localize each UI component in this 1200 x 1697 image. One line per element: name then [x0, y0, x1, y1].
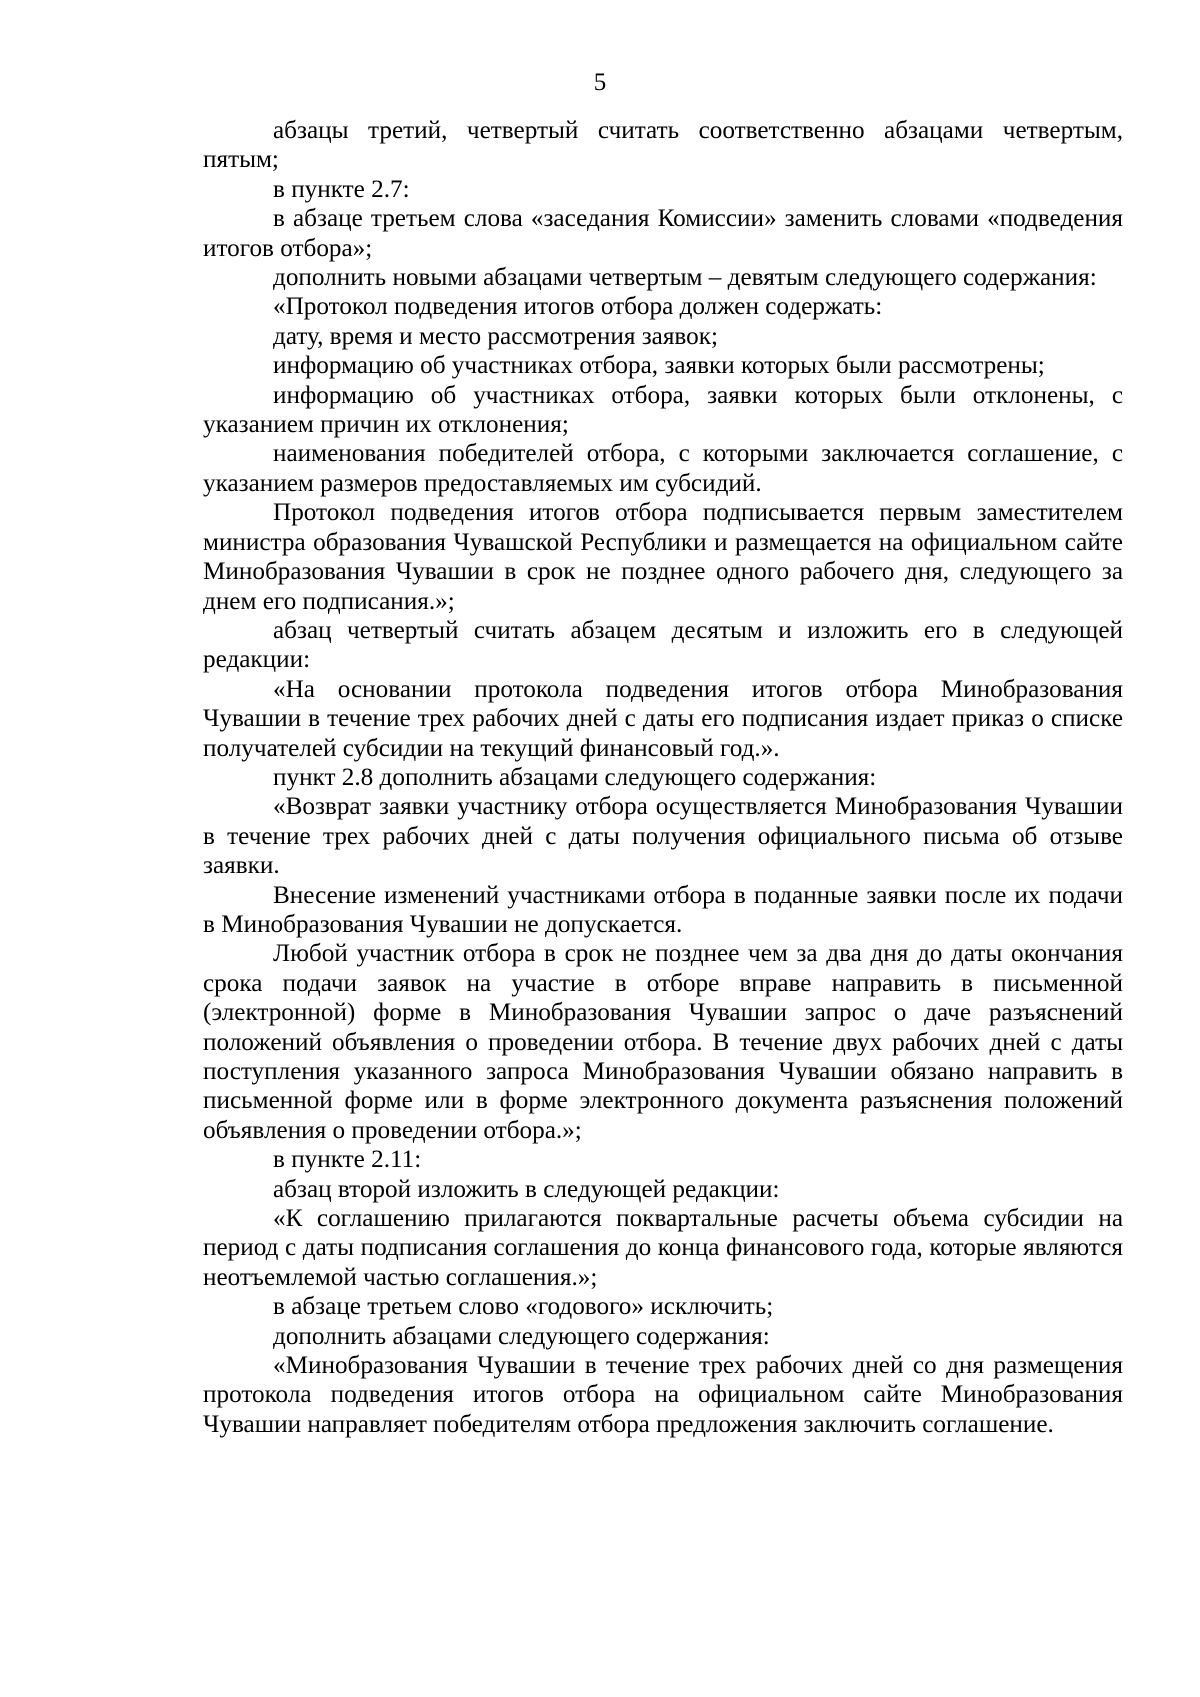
- paragraph: дополнить абзацами следующего содержания:: [273, 1322, 770, 1350]
- paragraph: информацию об участниках отбора, заявки которых были отклонены, с указанием причин их отклонения;: [203, 381, 1123, 439]
- paragraph: абзацы третий, четвертый считать соответственно абзацами четвертым, пятым;: [203, 117, 1123, 174]
- paragraph: абзац четвертый считать абзацем десятым и изложить его в следующей редакции:: [203, 616, 1123, 674]
- paragraph: Любой участник отбора в срок не позднее чем за два дня до даты окончания срока подачи заявок на участие в отборе вправе направить в письменной (электронной) форме в Минобразования Чувашии запрос о даче разъяснений положений объявления о проведении отбора. В течение двух рабочих дней с даты поступления указанного запроса Минобразования Чувашии обязано направить в письменной форме или в форме электронного документа разъяснения положений объявления о проведении отбора.»;: [203, 940, 1123, 1144]
- paragraph: «На основании протокола подведения итогов отбора Минобразования Чувашии в течение трех рабочих дней с даты его подписания издает приказ о списке получателей субсидии на текущий финансовый год.».: [203, 675, 1123, 762]
- paragraph: пункт 2.8 дополнить абзацами следующего содержания:: [273, 763, 877, 791]
- document-body: [203, 116, 1123, 1439]
- paragraph: Протокол подведения итогов отбора подписывается первым заместителем министра образования Чувашской Республики и размещается на официальном сайте Минобразования Чувашии в срок не позднее одного рабочего дня, следующего за днем его подписания.»;: [203, 499, 1123, 615]
- paragraph: абзац второй изложить в следующей редакции:: [273, 1175, 780, 1203]
- paragraph: «Минобразования Чувашии в течение трех рабочих дней со дня размещения протокола подведения итогов отбора на официальном сайте Минобразования Чувашии направляет победителям отбора предложения заключить соглашение.: [203, 1352, 1123, 1438]
- paragraph: Внесение изменений участниками отбора в поданные заявки после их подачи в Минобразования Чувашии не допускается.: [203, 881, 1123, 938]
- page-number: 5: [593, 69, 607, 96]
- paragraph: в абзаце третьем слово «годового» исключить;: [273, 1293, 774, 1321]
- paragraph: «Возврат заявки участнику отбора осуществляется Минобразования Чувашии в течение трех рабочих дней с даты получения официального письма об отзыве заявки.: [203, 793, 1123, 880]
- paragraph: информацию об участниках отбора, заявки которых были рассмотрены;: [273, 352, 1045, 380]
- paragraph: в пункте 2.7:: [273, 175, 410, 203]
- paragraph: в пункте 2.11:: [273, 1146, 422, 1174]
- paragraph: дополнить новыми абзацами четвертым – девятым следующего содержания:: [273, 264, 1097, 292]
- paragraph: дату, время и место рассмотрения заявок;: [273, 322, 718, 350]
- paragraph: «К соглашению прилагаются поквартальные расчеты объема субсидии на период с даты подписания соглашения до конца финансового года, которые являются неотъемлемой частью соглашения.»;: [203, 1205, 1123, 1291]
- paragraph: наименования победителей отбора, с которыми заключается соглашение, с указанием размеров предоставляемых им субсидий.: [203, 440, 1123, 497]
- paragraph: в абзаце третьем слова «заседания Комиссии» заменить словами «подведения итогов отбора»;: [203, 205, 1123, 262]
- paragraph: «Протокол подведения итогов отбора должен содержать:: [273, 293, 883, 321]
